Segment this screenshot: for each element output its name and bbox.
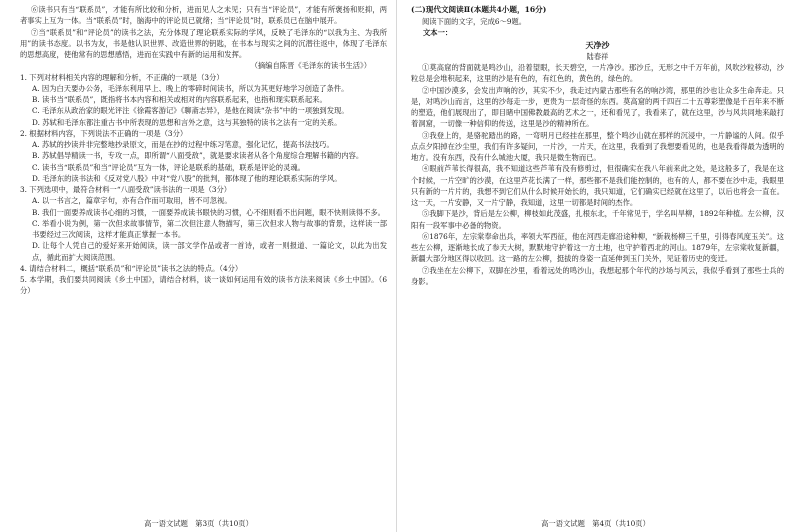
essay-paragraph-2: ②中国沙漠多，会发出声响的沙，其实不少，我走过内蒙古那些有名的响沙湾，那里的沙也让众多生命奔走。只是，对鸣沙山而言，这里的沙每走一步，更贵为一层奇怪的东西。莫高窟的两千四百二十五尊彩塑像是千百年来不断的塑造，他们展现出了，即目睹中国佛教最高的艺术之一，还和看见了，我看来了，就在这里，沙与风共同地来敲打着洞窟，一切像一种信仰的传送，这里是沙的精神所在。 bbox=[411, 85, 784, 129]
essay-title: 天净沙 bbox=[585, 39, 610, 50]
essay-paragraph-1: ①莫高窟的背面就是鸣沙山，沿着望眼，长天碧空，一片净沙。那沙丘，无形之中千万年前，风吹沙粒移动，沙粒总是会堆积起来，这里的沙是有色的，有红色的，黄色的，绿色的。 bbox=[411, 63, 784, 84]
q2-option-a: A. 苏轼的抄读并非完整地抄录原文，而是在抄的过程中练习笔意，强化记忆，提高书法技巧。 bbox=[32, 140, 334, 149]
q3-option-c: C. 举看小说为例，第一次但求故事情节，第二次但注意人物描写，第三次但求人物与故事的背景，这样读一部书要经过三次阅读，这样才能真正掌握一本书。 bbox=[32, 218, 387, 239]
essay-paragraph-6: ⑥1876年，左宗棠奉命出兵，率领大军西征，他在河西走廊沿途种柳，“新栽杨柳三千里，引得春风度玉关”。这些左公柳，逐渐地长成了参天大树，默默地守护着这一方土地，也守护着西北的河山。1879年，左宗棠收复新疆，新疆大部分地区得以收回。这一路的左公柳，挺拔的身姿一直延伸到玉门关外，见证着历史的变迁。 bbox=[411, 231, 784, 264]
q1-option-b: B. 读书当“联系员”，既指将书本内容和相关或相对的内容联系起来，也指和现实联系起来。 bbox=[32, 95, 327, 104]
q2-option-c: C. 读书当“联系员”和当“评论员”互为一体，评论是联系的基础，联系是评论的灵魂。 bbox=[32, 162, 305, 172]
question-4: 4. 请结合材料二，概括“联系员”和“评论员”读书之法的特点。（4分） bbox=[20, 263, 243, 273]
question-5: 5. 本学期，我们要共同阅读《乡土中国》，请结合材料，谈一谈如何运用有效的读书方法来阅读《乡土中国》。（6分） bbox=[20, 275, 387, 296]
q3-option-d: D. 让每个人凭自己的爱好来开始阅读，读一部文学作品或者一首诗，或者一则报道、一篇论文，以此为出发点，循此而扩大阅读范围。 bbox=[32, 241, 387, 262]
paragraph-7: ⑦当“联系员”和“评论员”的读书之法，充分体现了理论联系实际的学风，反映了毛泽东的“以我为主、为我所用”的读书态度。以书为友，书是他认识世界、改造世界的钥匙，在书本与现实之间的沉潜往返中，体现了毛泽东的思想高度，使他常有的思想感悟，进而在实践中有新的运用和发挥。 bbox=[20, 27, 387, 59]
essay-author: 陆春祥 bbox=[586, 51, 609, 61]
question-3: 3. 下列选项中，最符合材料一“八面受敌”读书法的一项是（3分） bbox=[20, 185, 232, 194]
essay-paragraph-7: ⑦我坐在左公柳下，双脚在沙里，看着远处的鸣沙山，我想起那个年代的沙场与风云，我似乎看到了那些士兵的身影。 bbox=[411, 265, 784, 286]
instruction: 阅读下面的文字，完成6～9题。 bbox=[421, 17, 527, 26]
q2-option-b: B. 苏轼倡导精读一书，专攻一点，即所谓“八面受敌”，就是要求读者从各个角度综合理解书籍的内容。 bbox=[32, 151, 364, 161]
essay-paragraph-5: ⑤我脚下是沙，背后是左公柳，柳枝如此茂盛，扎根东北，千年常见于，学名叫旱柳，1892年种植。左公柳，汉阳有一段军事中必备的物资。 bbox=[411, 209, 784, 230]
paragraph-6: ⑥读书只有当“联系员”，才能有所比较和分析，进而见人之未见；只有当“评论员”，才能有所褒扬和贬抑，两者事实上互为一体。当“联系员”时，脑海中的评论员已就绪；当“评论员”时，联系员已在脑中展开。 bbox=[20, 5, 387, 26]
text-label: 文本一： bbox=[423, 28, 453, 38]
question-2: 2. 根据材料内容，下列说法不正确的一项是（3分） bbox=[20, 128, 188, 138]
q3-option-a: A. 以一书言之，篇章字句，亦有合作而可取用，皆不可忽视。 bbox=[32, 196, 232, 206]
page-footer: 高一语文试题 第3页（共10页） bbox=[144, 519, 253, 528]
q3-option-b: B. 我们一面要养成读书心细的习惯，一面要养成读书眼快的习惯，心不细则看不出问题，眼不快则读得不多。 bbox=[32, 207, 385, 217]
q1-option-c: C. 毛泽东从政治家的眼光评注《徐霞客游记》《聊斋志异》，是他在阅读“杂书”中的一项独到发现。 bbox=[32, 106, 349, 116]
right-page bbox=[397, 0, 794, 532]
question-1: 1. 下列对材料相关内容的理解和分析，不正确的一项是（3分） bbox=[20, 72, 224, 82]
source-citation: （摘编自陈晋《毛泽东的读书生活》） bbox=[250, 61, 371, 71]
q1-option-d: D. 苏轼和毛泽东都注重古书中所表现的思想和言外之意，这与其独特的读书之法有一定的关系。 bbox=[32, 117, 342, 127]
page-footer: 高一语文试题 第4页（共10页） bbox=[541, 519, 650, 528]
essay-paragraph-4: ④眼前芦苇长得很高，我不知道这些芦苇有没有修剪过，但很确实在我八年前来此之处，是这般多了，我是在这个时候，一片空旷的沙漠，在这里芦花长满了一样，那些都不是我们能控制的，也有的人，都不要在沙中走，我眼里只有新的一片片的，我想不到它们从什么时候开始长的，我只知道，它们确实已经就在这里了，以后也将会一直在。这一天，一片安静，又一片宁静，我知道，这里一切都是时间的杰作。 bbox=[411, 164, 784, 207]
q2-option-d: D. 毛泽东的读书法和《反对党八股》中对“党八股”的批判，都体现了他的理论联系实际的学风。 bbox=[32, 173, 342, 183]
section-heading: (二)现代文阅读Ⅱ(本题共4小题，16分) bbox=[411, 5, 547, 14]
q1-option-a: A. 因为白天要办公务，毛泽东利用早上、晚上的零碎时间读书，所以为其更好地学习创造了条件。 bbox=[32, 83, 349, 93]
essay-paragraph-3: ③我登上的，是骆驼踏出的路，一弯明月已经挂在那里，整个鸣沙山就在那样的沉浸中，一片静谧的人间。似乎点点夕阳掉在沙尘里，我们有许多疑问，一片沙，一片天，在这里，我看到了我想要看见的，也是我看得最为透明的地方。没有东西，没有什么城池大厦，我只是微生物而已。 bbox=[411, 130, 784, 162]
